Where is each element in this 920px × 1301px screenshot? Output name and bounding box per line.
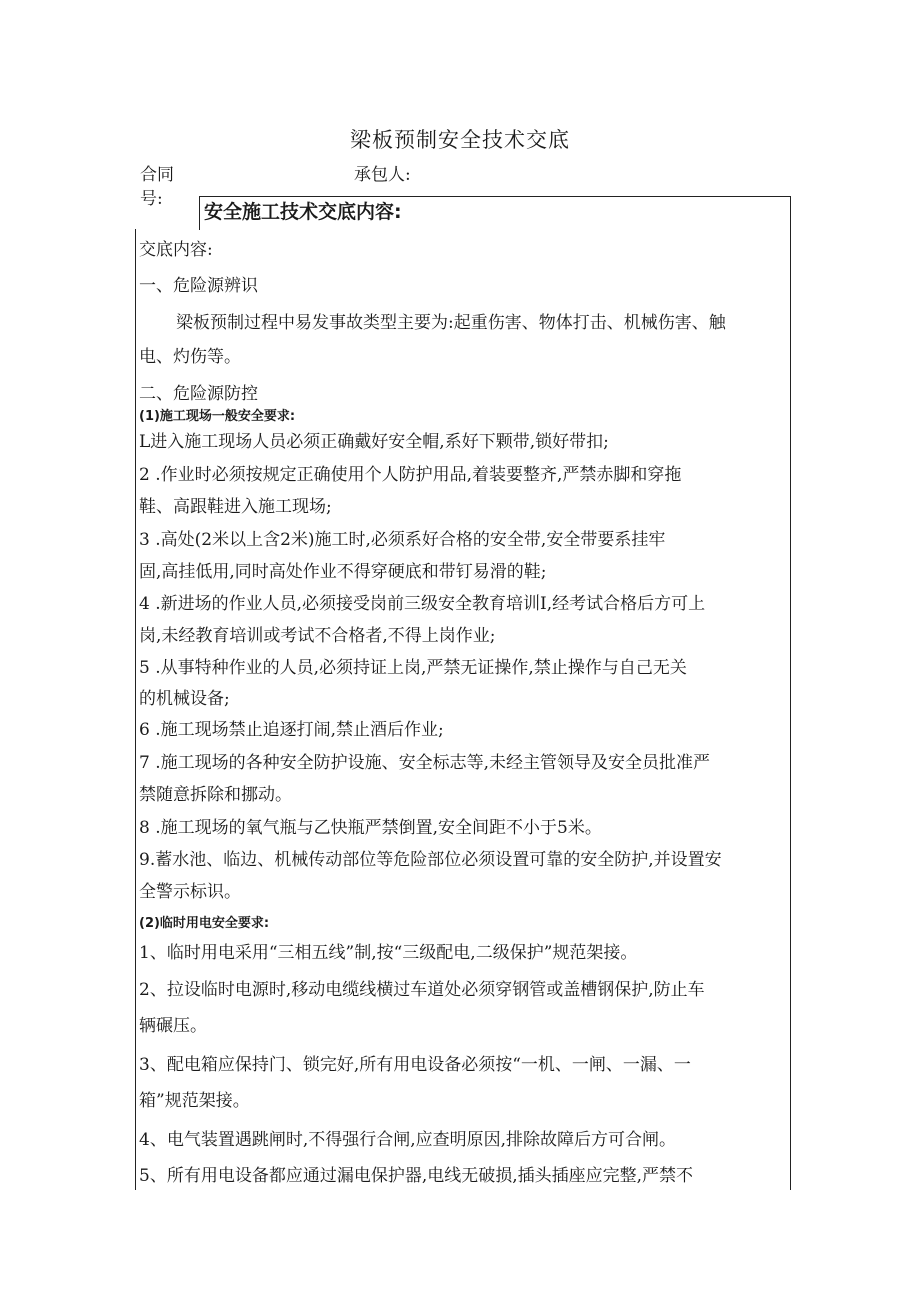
section-heading: 安全施工技术交底内容: — [204, 201, 402, 223]
hazard-identification-heading: 一、危险源辨识 — [139, 276, 258, 296]
table-border-right — [790, 196, 791, 1190]
list-item: 禁随意拆除和挪动。 — [139, 785, 292, 805]
list-item: 7 .施工现场的各种安全防护设施、安全标志等,未经主管领导及安全员批准严 — [139, 753, 711, 773]
list-item: 4 .新进场的作业人员,必须接受岗前三级安全教育培训I,经考试合格后方可上 — [139, 594, 706, 614]
list-item: 固,高挂低用,同时高处作业不得穿硬底和带钉易滑的鞋; — [139, 562, 547, 582]
hazard-identification-paragraph-cont: 电、灼伤等。 — [139, 347, 241, 367]
list-item: 8 .施工现场的氧气瓶与乙快瓶严禁倒置,安全间距不小于5米。 — [139, 818, 602, 838]
general-safety-heading: (1)施工现场一般安全要求: — [139, 409, 296, 424]
list-item: 辆碾压。 — [139, 1016, 207, 1036]
list-item: 全警示标识。 — [139, 882, 241, 902]
list-item: 3 .高处(2米以上含2米)施工时,必须系好合格的安全带,安全带要系挂牢 — [139, 530, 666, 550]
list-item: L进入施工现场人员必须正确戴好安全帽,系好下颗带,锁好带扣; — [139, 432, 609, 452]
table-border-heading-left — [199, 196, 200, 230]
contract-number-label-suffix: 号: — [140, 189, 163, 209]
table-border-left — [135, 229, 136, 1190]
list-item: 5、所有用电设备都应通过漏电保护器,电线无破损,插头插座应完整,严禁不 — [139, 1166, 694, 1186]
list-item: 5 .从事特种作业的人员,必须持证上岗,严禁无证操作,禁止操作与自己无关 — [139, 658, 687, 678]
list-item: 6 .施工现场禁止追逐打闹,禁止酒后作业; — [139, 720, 444, 740]
list-item: 1、临时用电采用“三相五线”制,按“三级配电,二级保护”规范架接。 — [139, 943, 638, 963]
electrical-safety-heading: (2)临时用电安全要求: — [139, 916, 270, 931]
list-item: 2 .作业时必须按规定正确使用个人防护用品,着装要整齐,严禁赤脚和穿拖 — [139, 465, 682, 485]
list-item: 箱”规范架接。 — [139, 1091, 250, 1111]
contractor-label: 承包人: — [354, 165, 411, 185]
contract-number-label: 合同 — [140, 165, 174, 185]
list-item: 2、拉设临时电源时,移动电缆线横过车道处必须穿钢管或盖槽钢保护,防止车 — [139, 980, 705, 1000]
list-item: 3、配电箱应保持门、锁完好,所有用电设备必须按“一机、一闸、一漏、一 — [139, 1055, 691, 1075]
content-label: 交底内容: — [139, 240, 213, 260]
list-item: 鞋、高跟鞋进入施工现场; — [139, 497, 332, 517]
hazard-identification-paragraph: 梁板预制过程中易发事故类型主要为:起重伤害、物体打击、机械伤害、触 — [176, 313, 726, 333]
list-item: 4、电气装置遇跳闸时,不得强行合闸,应查明原因,排除故障后方可合闸。 — [139, 1130, 677, 1150]
list-item: 的机械设备; — [139, 689, 230, 709]
hazard-control-heading: 二、危险源防控 — [139, 384, 258, 404]
document-title: 梁板预制安全技术交底 — [350, 128, 570, 152]
table-border-top — [199, 196, 791, 197]
list-item: 岗,未经教育培训或考试不合格者,不得上岗作业; — [139, 626, 496, 646]
list-item: 9.蓄水池、临边、机械传动部位等危险部位必须设置可靠的安全防护,并设置安 — [139, 850, 722, 870]
